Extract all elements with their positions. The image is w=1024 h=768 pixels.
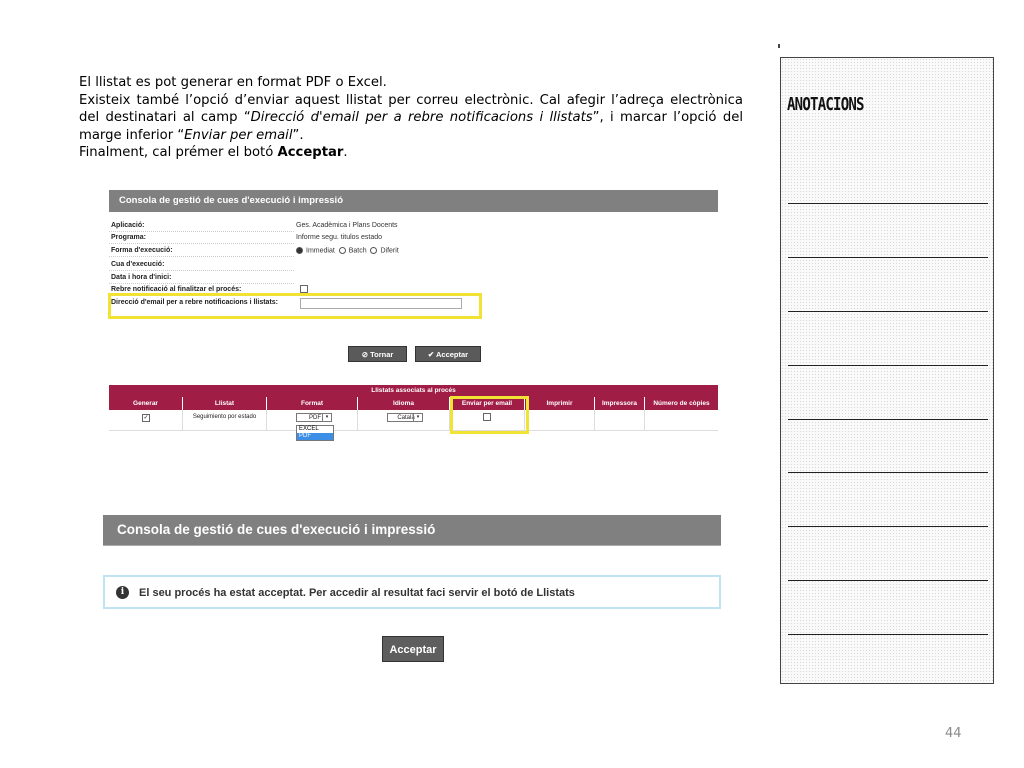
email-highlight: [108, 293, 482, 319]
radio-immediat[interactable]: [296, 247, 303, 254]
tornar-button[interactable]: ⊘ Tornar: [348, 346, 407, 362]
accept-button-2[interactable]: Acceptar: [382, 636, 444, 662]
execution-radio-group: Immediat Batch Diferit: [296, 247, 399, 254]
cancel-icon: ⊘: [361, 350, 368, 359]
table-header: Generar Llistat Format Idioma Enviar per email Imprimir Impressora Número de còpies: [109, 397, 718, 410]
generar-checkbox[interactable]: ✓: [143, 415, 149, 421]
info-icon: i: [116, 586, 129, 599]
radio-batch[interactable]: [339, 247, 346, 254]
info-message: i El seu procés ha estat acceptat. Per accedir al resultat faci servir el botó de Llistats: [103, 575, 721, 609]
intro-line-2: Existeix també l’opció d’enviar aquest llistat per correu electrònic. Cal afegir l’adreça electrònica del destinatari al camp “Direcció d'email per a rebre notificacions i llistats”, i marcar l’opció del marge inferior “Enviar per email”.: [79, 92, 743, 143]
console-title-bar: Consola de gestió de cues d'execució i impressió: [109, 190, 718, 212]
form-row-email: Direcció d'email per a rebre notificacions i llistats:: [111, 299, 278, 306]
format-select[interactable]: PDF ▾: [296, 413, 332, 422]
format-option-excel[interactable]: EXCEL: [299, 426, 319, 432]
chevron-down-icon: ▾: [322, 414, 331, 421]
form-row-forma-execucio: Forma d'execució: Immediat Batch Diferit: [109, 245, 718, 257]
format-dropdown-list: [296, 425, 334, 441]
intro-line-3: Finalment, cal prémer el botó Acceptar.: [79, 145, 348, 160]
form-row-programa: Programa: Informe segu. titulos estado: [109, 232, 718, 244]
form-row-data-hora: Data i hora d'inici:: [109, 272, 718, 284]
accept-button[interactable]: ✔ Acceptar: [415, 346, 481, 362]
page-number: 44: [945, 726, 962, 741]
console-screenshot-1: [109, 190, 718, 450]
idioma-select[interactable]: Català ▾: [387, 413, 423, 422]
radio-diferit[interactable]: [370, 247, 377, 254]
table-title: Llistats associats al procés: [109, 385, 718, 397]
console-title-bar-2: Consola de gestió de cues d'execució i impressió: [103, 515, 721, 545]
intro-text: [79, 74, 743, 162]
annotations-title: ANOTACIONS: [787, 94, 864, 115]
console-screenshot-2: [103, 515, 721, 665]
notify-checkbox[interactable]: [300, 285, 308, 293]
form-row-aplicacio: Aplicació: Ges. Acadèmica i Plans Docents: [109, 220, 718, 232]
form-row-rebre-notificacio: Rebre notificació al finalitzar el procés:: [109, 284, 718, 296]
annotations-panel: [780, 57, 994, 684]
enviar-email-highlight: [450, 396, 529, 434]
table-row: ✓ Seguimiento por estado PDF ▾ Català ▾: [109, 410, 718, 431]
intro-line-1: El llistat es pot generar en format PDF o Excel.: [79, 75, 387, 90]
format-option-pdf[interactable]: PDF: [297, 433, 333, 440]
check-icon: ✔: [427, 350, 435, 359]
form-row-cua: Cua d'execució:: [109, 259, 718, 271]
chevron-down-icon: ▾: [413, 414, 422, 421]
